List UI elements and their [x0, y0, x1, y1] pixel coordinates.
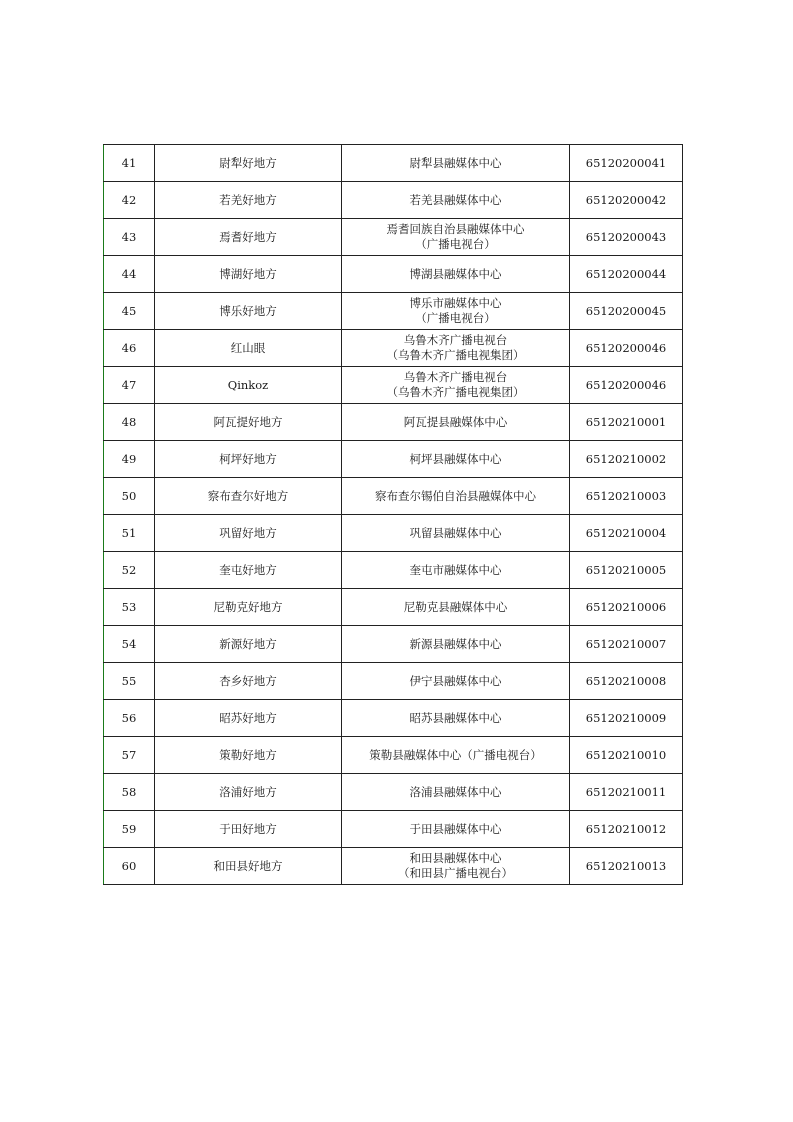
organization-line: 乌鲁木齐广播电视台 — [403, 370, 508, 384]
table-row — [104, 811, 683, 848]
registration-code: 65120210001 — [570, 404, 683, 441]
registration-code: 65120200046 — [570, 330, 683, 367]
row-number: 45 — [104, 293, 155, 330]
organization — [342, 626, 570, 663]
table-row — [104, 700, 683, 737]
account-name: 杏乡好地方 — [155, 663, 342, 700]
organization — [342, 256, 570, 293]
table-row — [104, 367, 683, 404]
row-number: 46 — [104, 330, 155, 367]
account-name: 和田县好地方 — [155, 848, 342, 885]
registration-code: 65120210004 — [570, 515, 683, 552]
account-name: 新源好地方 — [155, 626, 342, 663]
table-row — [104, 182, 683, 219]
table-row — [104, 663, 683, 700]
organization — [342, 811, 570, 848]
registration-code: 65120200046 — [570, 367, 683, 404]
account-name: 奎屯好地方 — [155, 552, 342, 589]
account-name: 昭苏好地方 — [155, 700, 342, 737]
organization-line: 焉耆回族自治县融媒体中心 — [386, 222, 525, 236]
account-name: 红山眼 — [155, 330, 342, 367]
organization-line: 伊宁县融媒体中心 — [409, 673, 502, 688]
account-name: 焉耆好地方 — [155, 219, 342, 256]
organization — [342, 663, 570, 700]
organization-line: （广播电视台） — [415, 311, 496, 325]
row-number: 56 — [104, 700, 155, 737]
row-number: 42 — [104, 182, 155, 219]
registration-code: 65120210012 — [570, 811, 683, 848]
registration-code: 65120200041 — [570, 145, 683, 182]
account-name: 尼勒克好地方 — [155, 589, 342, 626]
organization — [342, 515, 570, 552]
organization-line: 昭苏县融媒体中心 — [409, 710, 502, 725]
organization — [342, 293, 570, 330]
registration-code: 65120200043 — [570, 219, 683, 256]
organization-line: 尉犁县融媒体中心 — [409, 155, 502, 170]
organization — [342, 589, 570, 626]
table-row — [104, 441, 683, 478]
row-number: 48 — [104, 404, 155, 441]
organization — [342, 367, 570, 404]
table-row — [104, 256, 683, 293]
registration-code: 65120210002 — [570, 441, 683, 478]
row-number: 60 — [104, 848, 155, 885]
registration-code: 65120210008 — [570, 663, 683, 700]
organization-line: 察布查尔锡伯自治县融媒体中心 — [375, 488, 536, 503]
organization-line: 博湖县融媒体中心 — [409, 266, 502, 281]
row-number: 41 — [104, 145, 155, 182]
table-row — [104, 737, 683, 774]
table-row — [104, 589, 683, 626]
table-row — [104, 848, 683, 885]
registration-code: 65120210010 — [570, 737, 683, 774]
row-number: 53 — [104, 589, 155, 626]
row-number: 43 — [104, 219, 155, 256]
organization — [342, 478, 570, 515]
organization-line: （乌鲁木齐广播电视集团） — [386, 385, 525, 399]
organization-line: 和田县融媒体中心 — [409, 851, 502, 865]
organization — [342, 700, 570, 737]
organization-line: 乌鲁木齐广播电视台 — [403, 333, 508, 347]
account-name: 尉犁好地方 — [155, 145, 342, 182]
row-number: 49 — [104, 441, 155, 478]
table-row — [104, 330, 683, 367]
organization — [342, 145, 570, 182]
organization-line: 洛浦县融媒体中心 — [409, 784, 502, 799]
table-row — [104, 145, 683, 182]
organization — [342, 404, 570, 441]
row-number: 54 — [104, 626, 155, 663]
organization-line: 奎屯市融媒体中心 — [409, 562, 502, 577]
account-name: 柯坪好地方 — [155, 441, 342, 478]
organization-line: （广播电视台） — [415, 237, 496, 251]
organization-line: 若羌县融媒体中心 — [409, 192, 502, 207]
organization — [342, 182, 570, 219]
organization-line: 博乐市融媒体中心 — [409, 296, 502, 310]
organization — [342, 552, 570, 589]
organization — [342, 219, 570, 256]
row-number: 55 — [104, 663, 155, 700]
account-name: 察布查尔好地方 — [155, 478, 342, 515]
table-row — [104, 774, 683, 811]
registration-code: 65120210003 — [570, 478, 683, 515]
organization-line: 阿瓦提县融媒体中心 — [403, 414, 508, 429]
row-number: 50 — [104, 478, 155, 515]
registration-code: 65120200044 — [570, 256, 683, 293]
row-number: 57 — [104, 737, 155, 774]
table-row — [104, 478, 683, 515]
registry-table — [103, 144, 683, 885]
row-number: 44 — [104, 256, 155, 293]
table-row — [104, 552, 683, 589]
registration-code: 65120210011 — [570, 774, 683, 811]
organization-line: 于田县融媒体中心 — [409, 821, 502, 836]
registration-code: 65120210005 — [570, 552, 683, 589]
account-name: Qinkoz — [155, 367, 342, 404]
account-name: 阿瓦提好地方 — [155, 404, 342, 441]
organization — [342, 330, 570, 367]
table-row — [104, 404, 683, 441]
organization — [342, 774, 570, 811]
organization-line: 新源县融媒体中心 — [409, 636, 502, 651]
table-row — [104, 626, 683, 663]
account-name: 策勒好地方 — [155, 737, 342, 774]
organization-line: （乌鲁木齐广播电视集团） — [386, 348, 525, 362]
account-name: 博乐好地方 — [155, 293, 342, 330]
row-number: 58 — [104, 774, 155, 811]
row-number: 47 — [104, 367, 155, 404]
account-name: 博湖好地方 — [155, 256, 342, 293]
table-row — [104, 515, 683, 552]
registration-code: 65120200045 — [570, 293, 683, 330]
registration-code: 65120210007 — [570, 626, 683, 663]
row-number: 52 — [104, 552, 155, 589]
organization — [342, 737, 570, 774]
organization-line: 尼勒克县融媒体中心 — [403, 599, 508, 614]
organization-line: 策勒县融媒体中心（广播电视台） — [369, 747, 542, 762]
organization-line: 柯坪县融媒体中心 — [409, 451, 502, 466]
account-name: 于田好地方 — [155, 811, 342, 848]
table-row — [104, 219, 683, 256]
row-number: 59 — [104, 811, 155, 848]
registration-code: 65120200042 — [570, 182, 683, 219]
account-name: 若羌好地方 — [155, 182, 342, 219]
registration-code: 65120210013 — [570, 848, 683, 885]
organization — [342, 848, 570, 885]
table-row — [104, 293, 683, 330]
row-number: 51 — [104, 515, 155, 552]
registration-code: 65120210006 — [570, 589, 683, 626]
organization — [342, 441, 570, 478]
organization-line: （和田县广播电视台） — [398, 866, 513, 880]
account-name: 巩留好地方 — [155, 515, 342, 552]
registration-code: 65120210009 — [570, 700, 683, 737]
registry-table-body — [104, 145, 683, 885]
organization-line: 巩留县融媒体中心 — [409, 525, 502, 540]
account-name: 洛浦好地方 — [155, 774, 342, 811]
